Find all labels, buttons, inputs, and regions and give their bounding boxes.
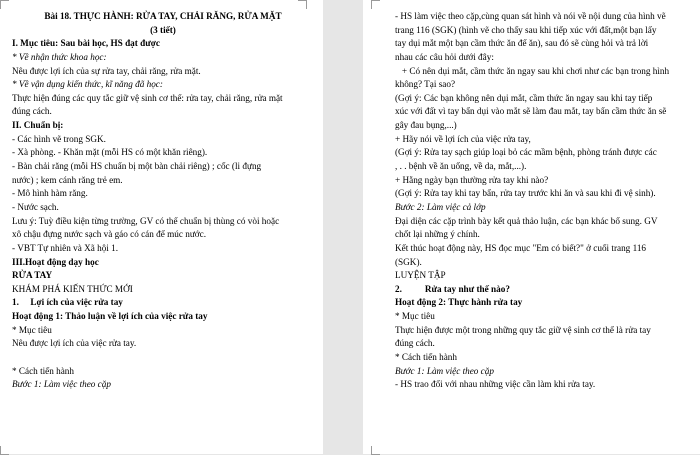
text-line: I. Mục tiêu: Sau bài học, HS đạt được <box>12 38 160 49</box>
text-line: nhau các câu hỏi dưới đây: <box>395 51 494 62</box>
text-line: chốt lại những ý chính. <box>395 229 480 240</box>
lesson-duration: (3 tiết) <box>150 24 176 35</box>
text-line: KHÁM PHÁ KIẾN THỨC MỚI <box>12 283 133 294</box>
text-line: - Các hình vẽ trong SGK. <box>12 133 106 144</box>
text-line: tay dụi mắt một bạn cầm thức ăn để ăn), sau đó sẽ cùng hỏi và trả lời <box>395 38 649 49</box>
text-line: * Mục tiêu <box>395 311 435 322</box>
text-line: xúc với đất vì tay bẩn dụi vào mắt sẽ làm đau mắt, tay bẩn cầm thức ăn sẽ <box>395 106 667 117</box>
text-line: trang 116 (SGK) (hình vẽ cho thấy sau khi tiếp xúc với đất,một bạn lấy <box>395 24 657 35</box>
text-line: (Gợi ý: Rửa tay sạch giúp loại bỏ các mầm bệnh, phòng tránh được các <box>395 147 657 158</box>
left-page-text <box>12 10 314 392</box>
text-line: Thực hiện đúng các quy tắc giữ vệ sinh cơ thể: rửa tay, chải răng, rửa mặt <box>12 92 283 103</box>
margin-mark <box>298 0 307 9</box>
numbered-heading: 1. Lợi ích của việc rửa tay <box>12 297 123 308</box>
text-line: * Cách tiến hành <box>395 352 457 363</box>
text-line: - Nước sạch. <box>12 201 59 212</box>
section-heading: RỬA TAY <box>12 270 53 281</box>
text-line: * Cách tiến hành <box>12 365 74 376</box>
text-line: Đại diện các cặp trình bày kết quả thảo luận, các bạn khác bổ sung. GV <box>395 215 658 226</box>
text-line: - Bàn chải răng (mỗi HS chuẩn bị một bàn chải riêng) ; cốc (li đựng <box>12 161 262 172</box>
numbered-heading: 2. Rửa tay như thế nào? <box>395 283 510 294</box>
text-line: - VBT Tự nhiên và Xã hội 1. <box>12 242 119 253</box>
text-line: - HS trao đổi với nhau những việc cần làm khi rửa tay. <box>395 379 596 390</box>
text-line: Nêu được lợi ích của việc rửa tay. <box>12 338 137 349</box>
text-line: Bước 1: Làm việc theo cặp <box>395 365 494 376</box>
text-line: * Mục tiêu <box>12 324 52 335</box>
text-line: Nêu được lợi ích của sự rửa tay, chải răng, rửa mặt. <box>12 65 201 76</box>
text-line: , . . bệnh về ăn uống, về da, mắt,...). <box>395 161 527 172</box>
text-line: (Gợi ý: Rửa tay khi tay bẩn, rửa tay trước khi ăn và sau khi đi vệ sinh). <box>395 188 656 199</box>
text-line: * Về vận dụng kiến thức, kĩ năng đã học: <box>12 79 163 90</box>
text-line: - HS làm việc theo cặp,cùng quan sát hình và nói về nội dung của hình vẽ <box>395 11 666 21</box>
blank-line <box>12 351 314 365</box>
text-line: gây đau bụng,...) <box>395 120 457 131</box>
activity-heading: Hoạt động 2: Thực hành rửa tay <box>395 297 523 308</box>
section-heading: III.Hoạt động dạy học <box>12 256 99 267</box>
text-line: (SGK). <box>395 256 422 267</box>
margin-mark <box>371 0 380 9</box>
text-line: + Hãy nói về lợi ích của việc rửa tay, <box>395 133 531 144</box>
margin-mark <box>0 0 9 9</box>
text-line: * Về nhận thức khoa học: <box>12 51 107 62</box>
text-line: LUYỆN TẬP <box>395 270 446 281</box>
text-line: Thực hiện được một trong những quy tắc giữ vệ sinh cơ thể là rửa tay <box>395 324 651 335</box>
text-line: đúng cách. <box>12 106 52 117</box>
text-line: đúng cách. <box>395 338 435 349</box>
text-line: nước) ; kem cánh răng trẻ em. <box>12 174 123 185</box>
text-line: xô chậu đựng nước sạch và gáo có cán để múc nước. <box>12 229 207 240</box>
text-line: + Hằng ngày bạn thường rửa tay khi nào? <box>395 174 549 185</box>
lesson-title: Bài 18. THỰC HÀNH: RỬA TAY, CHẢI RĂNG, RỬA MẶT <box>44 11 282 21</box>
text-line: Kết thúc hoạt động này, HS đọc mục "Em có biết?" ở cuối trang 116 <box>395 242 647 253</box>
right-page <box>363 0 700 454</box>
text-line: không? Tại sao? <box>395 79 456 90</box>
right-page-text <box>395 10 693 392</box>
text-line: Lưu ý: Tuỳ điều kiện từng trường, GV có thể chuẩn bị thùng có vòi hoặc <box>12 215 280 226</box>
text-line: - Xà phòng. - Khăn mặt (mỗi HS có một khăn riêng). <box>12 147 208 158</box>
text-line: (Gợi ý: Các bạn không nên dụi mắt, cầm thức ăn ngay sau khi tay tiếp <box>395 92 653 103</box>
section-heading: II. Chuẩn bị: <box>12 120 64 131</box>
text-line: Bước 2: Làm việc cả lớp <box>395 201 486 212</box>
left-page <box>0 0 323 454</box>
text-line: + Có nên dụi mắt, cầm thức ăn ngay sau khi chơi như các bạn trong hình <box>395 65 670 76</box>
text-line: Bước 1: Làm việc theo cặp <box>12 379 111 390</box>
text-line: - Mô hình hàm răng. <box>12 188 88 199</box>
activity-heading: Hoạt động 1: Thảo luận về lợi ích của việc rửa tay <box>12 311 208 322</box>
